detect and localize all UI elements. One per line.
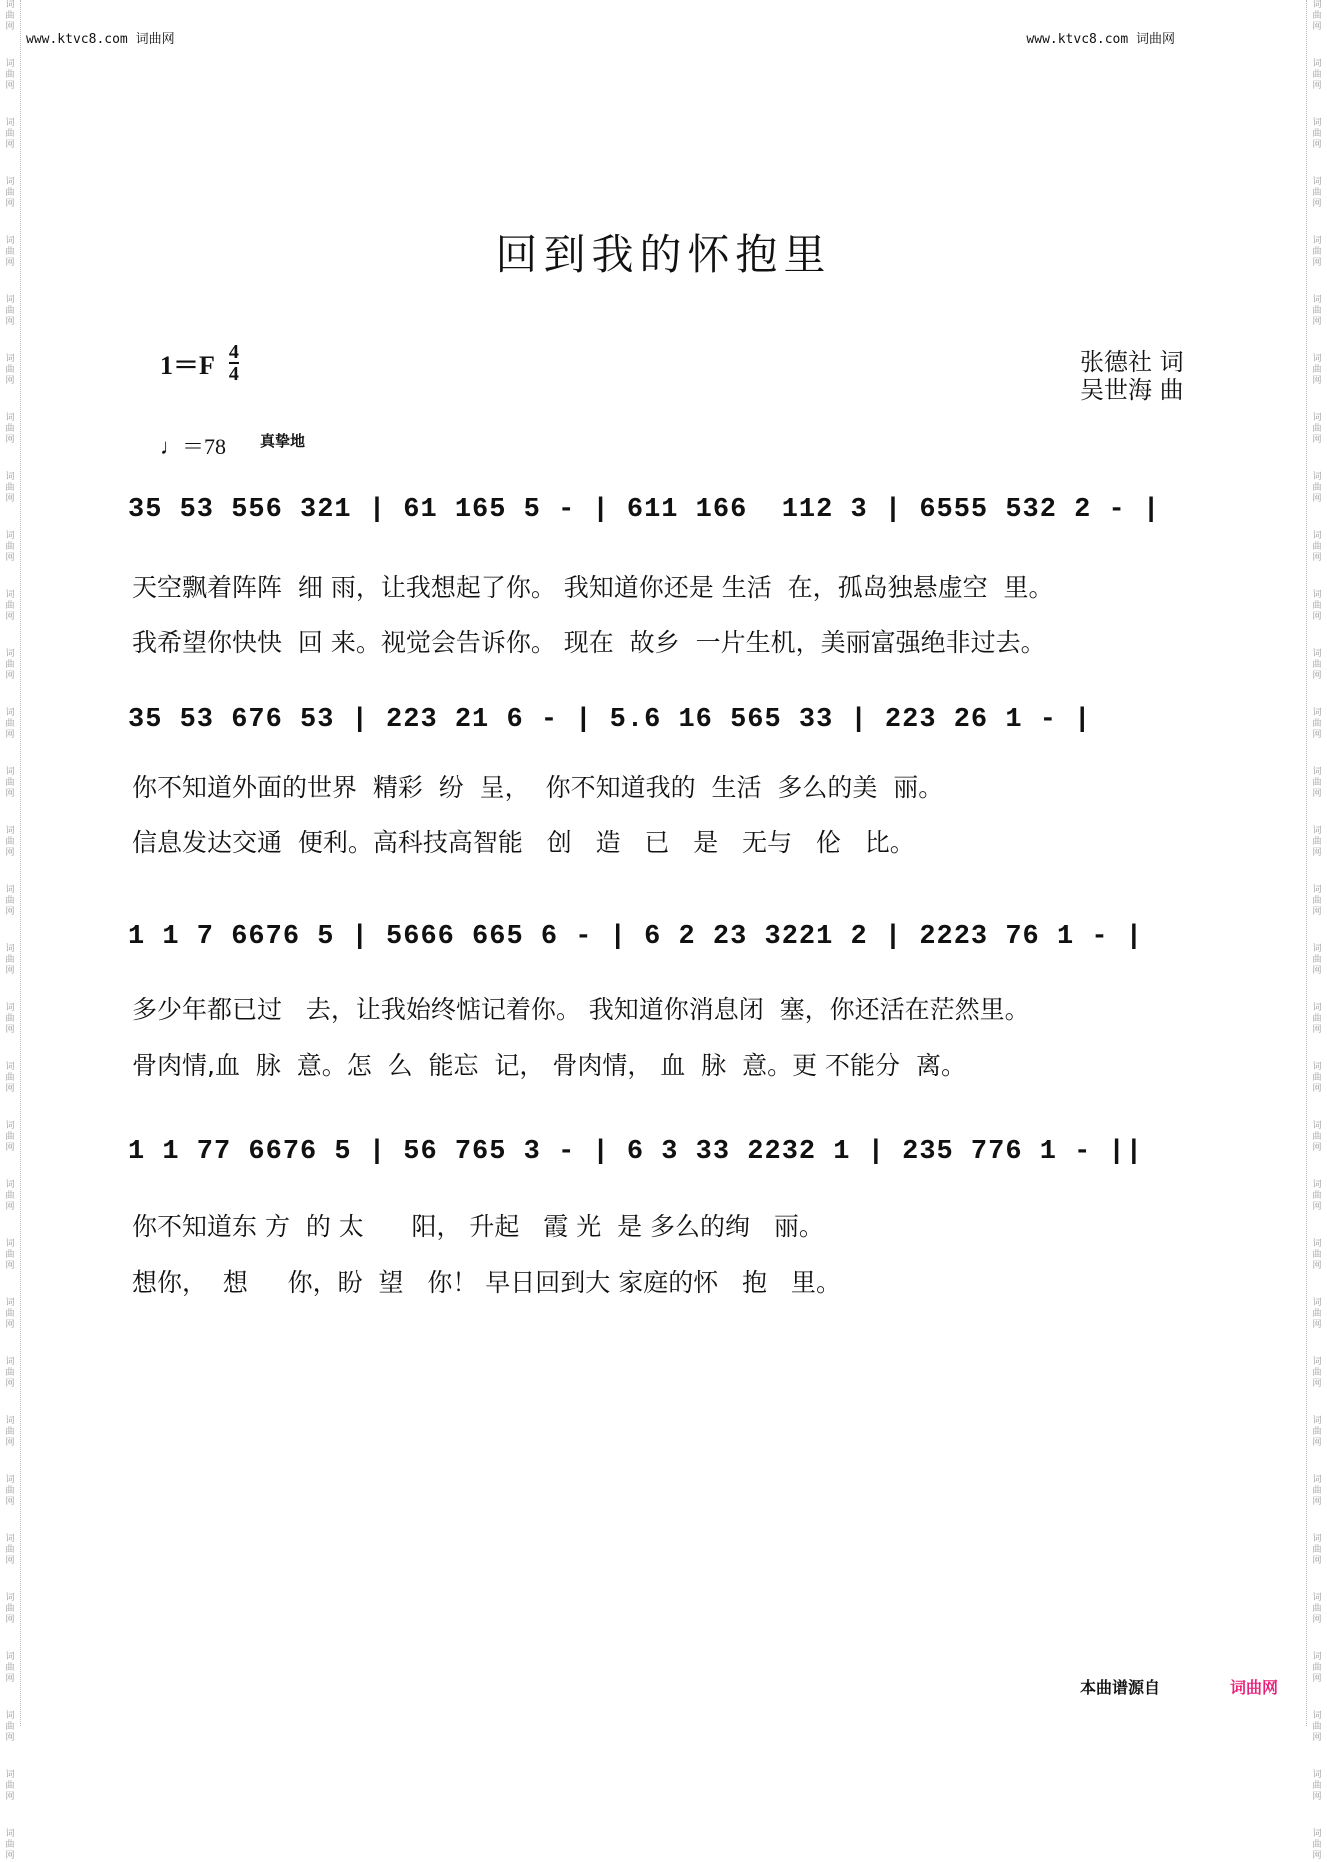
key-label: 1＝F [160,350,215,380]
side-watermark-glyphs: 词 曲 网 [5,177,15,209]
composer-credit: 吴世海 曲 [1080,376,1184,404]
side-watermark-glyphs: 词 曲 网 [5,118,15,150]
time-denominator: 4 [228,363,239,385]
credits [1080,348,1184,404]
side-watermark-glyphs: 词 曲 网 [1312,413,1322,445]
side-watermark-glyphs: 词 曲 网 [5,1239,15,1271]
side-watermark-glyphs: 词 曲 网 [1312,59,1322,91]
lyricist-credit: 张德社 词 [1080,348,1184,376]
side-watermark-glyphs: 词 曲 网 [1312,649,1322,681]
side-watermark-glyphs: 词 曲 网 [1312,354,1322,386]
song-title: 回到我的怀抱里 [495,230,832,279]
notation-line-4 [128,1137,1258,1197]
side-watermark-glyphs: 词 曲 网 [5,1062,15,1094]
side-watermark-glyphs: 词 曲 网 [5,885,15,917]
side-watermark-glyphs: 词 曲 网 [5,1003,15,1035]
side-watermark-glyphs: 词 曲 网 [5,1121,15,1153]
side-watermark-glyphs: 词 曲 网 [1312,1416,1322,1448]
notation-line-1 [128,495,1258,555]
side-watermark-glyphs: 词 曲 网 [1312,0,1322,32]
side-watermark-glyphs: 词 曲 网 [5,1770,15,1802]
side-watermark-glyphs: 词 曲 网 [5,590,15,622]
side-watermark-glyphs: 词 曲 网 [5,354,15,386]
time-signature [229,342,239,384]
notation-line-3 [128,922,1258,982]
notes: 1 1 77 6676 5 | 56 765 3 - | 6 3 33 2232 1 | 235 776 1 - || [128,1137,1143,1167]
side-watermark-glyphs: 词 曲 网 [1312,236,1322,268]
key-signature [160,342,239,384]
side-watermark-glyphs: 词 曲 网 [1312,885,1322,917]
notes: 1 1 7 6676 5 | 5666 665 6 - | 6 2 23 3221 2 | 2223 76 1 - | [128,922,1143,952]
side-watermark-glyphs: 词 曲 网 [5,1180,15,1212]
source-site-link[interactable]: 词曲网 [1230,1678,1279,1697]
side-watermark-glyphs: 词 曲 网 [1312,1475,1322,1507]
side-watermark-glyphs: 词 曲 网 [5,944,15,976]
side-watermark-glyphs: 词 曲 网 [1312,1298,1322,1330]
lyrics-verse1-line2: 你不知道外面的世界 精彩 纷 呈， 你不知道我的 生活 多么的美 丽。 [132,773,944,802]
lyrics-verse1-line3: 多少年都已过 去，让我始终惦记着你。 我知道你消息闭 塞，你还活在茫然里。 [132,995,1030,1024]
side-watermark-glyphs: 词 曲 网 [1312,767,1322,799]
tempo-mark: ♩＝78 [160,434,227,459]
expression-mark: 真挚地 [260,432,306,450]
side-watermark-glyphs: 词 曲 网 [1312,531,1322,563]
lyrics-verse2-line2: 信息发达交通 便利。高科技高智能 创 造 已 是 无与 伦 比。 [132,828,915,857]
side-watermark-glyphs: 词 曲 网 [1312,295,1322,327]
side-watermark-glyphs: 词 曲 网 [1312,1239,1322,1271]
side-watermark-glyphs: 词 曲 网 [1312,1829,1322,1861]
side-watermark-glyphs: 词 曲 网 [1312,1003,1322,1035]
side-watermark-glyphs: 词 曲 网 [5,1593,15,1625]
lyrics-verse1-line4: 你不知道东 方 的 太 阳， 升起 霞 光 是 多么的绚 丽。 [132,1212,824,1241]
side-watermark-glyphs: 词 曲 网 [5,236,15,268]
side-watermark-glyphs: 词 曲 网 [1312,1711,1322,1743]
notes: 35 53 676 53 | 223 21 6 - | 5.6 16 565 33 | 223 26 1 - | [128,705,1092,735]
lyrics-verse2-line3: 骨肉情,血 脉 意。怎 么 能忘 记， 骨肉情， 血 脉 意。更 不能分 离。 [132,1051,966,1080]
notes: 35 53 556 321 | 61 165 5 - | 611 166 112 3 | 6555 532 2 - | [128,495,1161,525]
side-watermark-glyphs: 词 曲 网 [5,59,15,91]
side-watermark-glyphs: 词 曲 网 [5,1652,15,1684]
side-watermark-glyphs: 词 曲 网 [1312,1121,1322,1153]
side-watermark-glyphs: 词 曲 网 [1312,1652,1322,1684]
side-watermark-glyphs: 词 曲 网 [5,0,15,32]
side-watermark-glyphs: 词 曲 网 [1312,118,1322,150]
watermark-top-right: www.ktvc8.com 词曲网 [1026,32,1175,47]
notation-line-2 [128,705,1258,765]
side-watermark-glyphs: 词 曲 网 [5,649,15,681]
side-watermark-glyphs: 词 曲 网 [1312,708,1322,740]
side-watermark-glyphs: 词 曲 网 [5,826,15,858]
side-watermark-glyphs: 词 曲 网 [5,1416,15,1448]
side-watermark-glyphs: 词 曲 网 [1312,590,1322,622]
side-watermark-glyphs: 词 曲 网 [1312,1770,1322,1802]
side-watermark-glyphs: 词 曲 网 [1312,826,1322,858]
side-watermark-glyphs: 词 曲 网 [1312,1357,1322,1389]
lyrics-verse2-line4: 想你， 想 你，盼 望 你！ 早日回到大 家庭的怀 抱 里。 [132,1268,841,1297]
side-watermark-glyphs: 词 曲 网 [5,1711,15,1743]
lyrics-verse1-line1: 天空飘着阵阵 细 雨，让我想起了你。 我知道你还是 生活 在，孤岛独悬虚空 里。 [132,573,1054,602]
side-watermark-glyphs: 词 曲 网 [5,472,15,504]
side-watermark-glyphs: 词 曲 网 [1312,1534,1322,1566]
side-watermark-glyphs: 词 曲 网 [5,295,15,327]
lyrics-verse2-line1: 我希望你快快 回 来。视觉会告诉你。 现在 故乡 一片生机，美丽富强绝非过去。 [132,628,1046,657]
source-label: 本曲谱源自 [1080,1678,1161,1697]
side-watermark-glyphs: 词 曲 网 [5,1357,15,1389]
side-watermark-glyphs: 词 曲 网 [5,1829,15,1861]
side-watermark-glyphs: 词 曲 网 [1312,944,1322,976]
time-numerator: 4 [228,341,239,363]
side-watermark-glyphs: 词 曲 网 [1312,1062,1322,1094]
side-watermark-glyphs: 词 曲 网 [1312,1593,1322,1625]
side-watermark-glyphs: 词 曲 网 [1312,177,1322,209]
watermark-top-left: www.ktvc8.com 词曲网 [26,32,175,47]
side-watermark-glyphs: 词 曲 网 [5,1534,15,1566]
side-watermark-glyphs: 词 曲 网 [5,413,15,445]
side-watermark-glyphs: 词 曲 网 [1312,1180,1322,1212]
side-watermark-glyphs: 词 曲 网 [1312,472,1322,504]
side-watermark-glyphs: 词 曲 网 [5,1298,15,1330]
side-watermark-glyphs: 词 曲 网 [5,767,15,799]
side-watermark-glyphs: 词 曲 网 [5,708,15,740]
side-watermark-glyphs: 词 曲 网 [5,531,15,563]
side-watermark-glyphs: 词 曲 网 [5,1475,15,1507]
